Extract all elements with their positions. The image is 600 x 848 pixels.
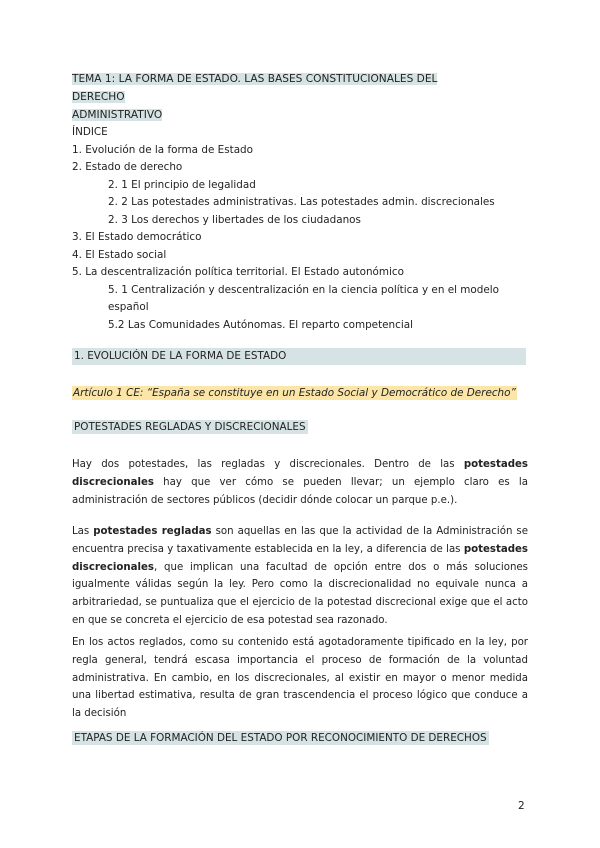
paragraph-2 — [72, 523, 528, 630]
toc-item: 4. El Estado social — [72, 248, 167, 261]
document-title — [72, 70, 490, 124]
toc-item: 5.2 Las Comunidades Autónomas. El reparto competencial — [108, 318, 413, 331]
toc-item: 2. 1 El principio de legalidad — [108, 178, 256, 191]
paragraph-text: Hay dos potestades, las regladas y discrecionales. Dentro de las — [72, 459, 464, 470]
section-heading-etapas — [72, 730, 489, 747]
paragraph-text: Las — [72, 526, 94, 537]
section-heading-text: POTESTADES REGLADAS Y DISCRECIONALES — [74, 421, 306, 433]
section-heading-evolucion: 1. EVOLUCIÓN DE LA FORMA DE ESTADO — [72, 348, 526, 365]
toc-heading: ÍNDICE — [72, 126, 108, 138]
toc-item: 5. La descentralización política territorial. El Estado autonómico — [72, 266, 404, 278]
paragraph-text: hay que ver cómo se pueden llevar; un ejemplo claro es la administración de sectores públicos (decidir dónde colocar un parque p.e.). — [72, 476, 528, 506]
toc-item: 3. El Estado democrático — [72, 231, 202, 243]
title-line-1: TEMA 1: LA FORMA DE ESTADO. LAS BASES CONSTITUCIONALES DEL DERECHO — [72, 73, 438, 103]
toc-item: 5. 1 Centralización y descentralización en la ciencia política y en el modelo español — [108, 283, 499, 313]
page-number: 2 — [518, 800, 525, 812]
toc-item: 1. Evolución de la forma de Estado — [72, 143, 254, 156]
quote-text: Artículo 1 CE: “España se constituye en un Estado Social y Democrático de Derecho” — [73, 387, 516, 399]
paragraph-1 — [72, 456, 528, 509]
bold-term: potestades discrecionales — [72, 543, 528, 573]
paragraph-text: son aquellas en las que la actividad de la Administración se encuentra precisa y taxativamente establecida en la ley, a diferencia de las — [72, 526, 529, 555]
bold-term: potestades regladas — [93, 526, 212, 537]
table-of-contents — [72, 124, 542, 334]
section-heading-text: ETAPAS DE LA FORMACIÓN DEL ESTADO POR RECONOCIMIENTO DE DERECHOS — [74, 732, 487, 744]
paragraph-text: , que implican una facultad de opción entre dos o más soluciones igualmente válidas según la ley. Pero como la discrecionalidad no equivale nunca a arbitrariedad, se puntualiza que el ejercicio de la potestad discrecional exige que el acto en que se concreta el ejercicio de esa potestad sea razonado. — [72, 561, 528, 626]
toc-item: 2. Estado de derecho — [72, 161, 183, 173]
toc-item: 2. 2 Las potestades administrativas. Las potestades admin. discrecionales — [108, 196, 495, 208]
paragraph-3: En los actos reglados, como su contenido está agotadoramente tipificado en la ley, por regla general, tendrá escasa importancia el proceso de formación de la voluntad administrativa. En cambio, en los discrecionales, al existir en mayor o menor medida una libertad estimativa, resulta de gran trascendencia el proceso lógico que conduce a la decisión — [72, 637, 528, 720]
section-heading-potestades — [72, 419, 308, 436]
toc-item: 2. 3 Los derechos y libertades de los ciudadanos — [108, 213, 361, 226]
title-line-2: ADMINISTRATIVO — [72, 109, 163, 121]
constitution-quote — [72, 385, 517, 402]
bold-term: potestades discrecionales — [72, 459, 528, 488]
